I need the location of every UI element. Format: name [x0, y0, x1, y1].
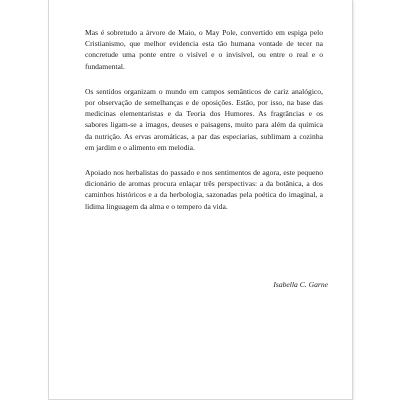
paragraph-1: Mas é sobretudo a árvore de Maio, o May Pole, convertido em espiga pelo Cristianismo, que melhor evidencia esta tão humana vontade de tecer na concretude uma ponte entre o visível e o invisível, ou entre o real e o fundamental.: [85, 28, 323, 71]
document-page: [49, 0, 352, 399]
author-signature: Isabella C. Garne: [273, 280, 328, 289]
body-text: [85, 27, 323, 226]
paragraph-3: Apoiado nos herbalistas do passado e nos sentimentos de agora, este pequeno dicionário de aromas procura enlaçar três perspectivas: a da botânica, a dos caminhos históricos e a da herbologia, sazonadas pela poética do imaginal, a lídima linguagem da alma e o tempero da vida.: [85, 168, 323, 211]
paragraph-2: Os sentidos organizam o mundo em campos semânticos de cariz analógico, por observação de semelhanças e de oposições. Estão, por isso, na base das medicinas elementaristas e da Teoria dos Humores. As fragrâncias e os sabores ligam-se a imagos, deuses e paisagens, muito para além da química da nutrição. As ervas aromáticas, a par das especiarias, sublimam a cozinha em jardim e o alimento em melodia.: [85, 86, 323, 152]
